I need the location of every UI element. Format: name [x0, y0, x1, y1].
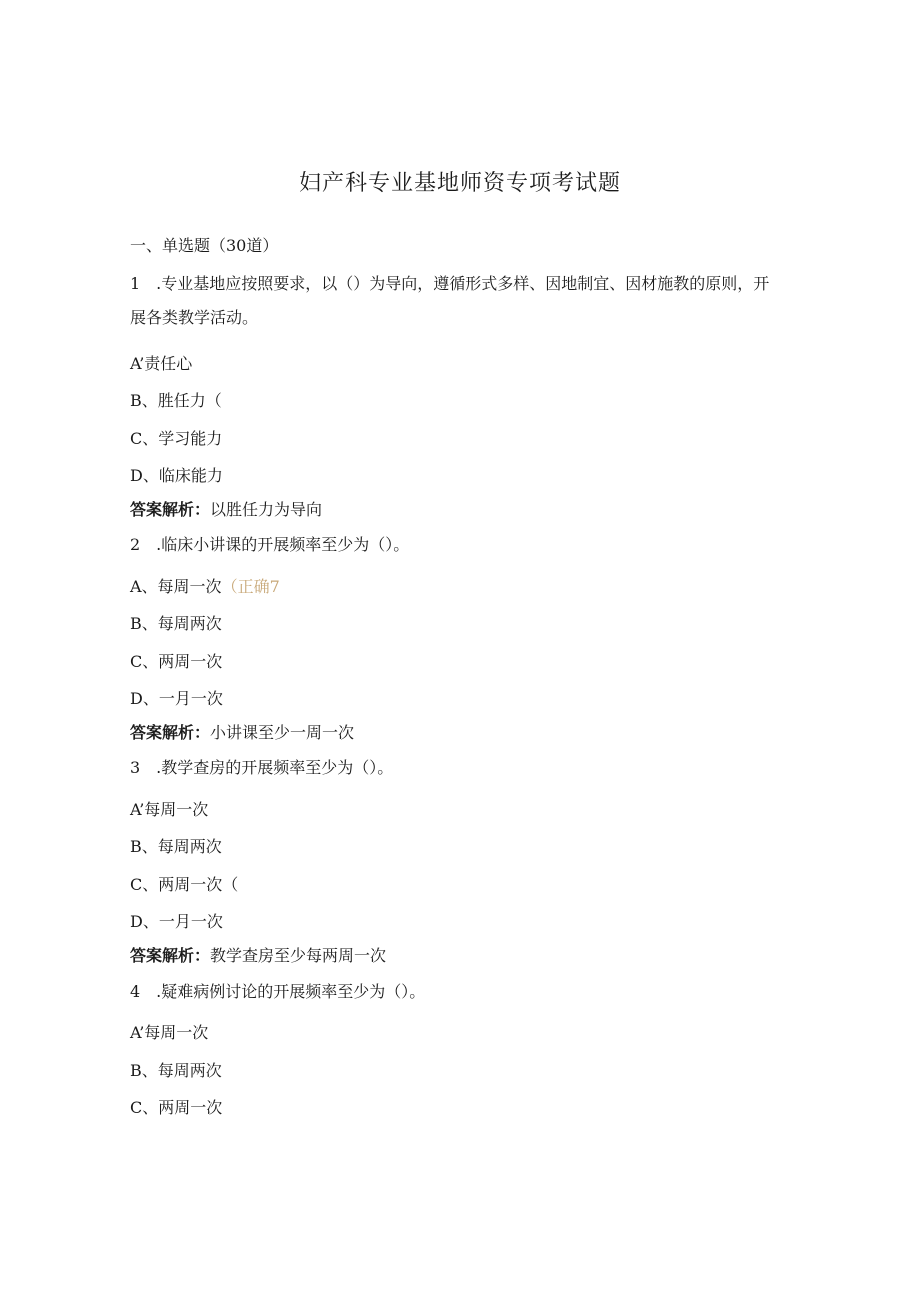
question-4-stem: 4 .疑难病例讨论的开展频率至少为（）。 [130, 982, 426, 1001]
q2-option-a [130, 577, 280, 597]
q3-answer-text: 教学查房至少每两周一次 [210, 946, 387, 965]
q3-option-b: B、每周两次 [130, 837, 222, 856]
q4-option-c: C、两周一次 [130, 1098, 223, 1117]
q1-answer-text: 以胜任力为导向 [210, 500, 323, 519]
q1-option-d: D、临床能力 [130, 466, 223, 485]
q1-option-a: A’责任心 [130, 354, 193, 373]
q3-option-a: A’每周一次 [130, 800, 209, 819]
question-2-stem: 2 .临床小讲课的开展频率至少为（）。 [130, 535, 410, 554]
q1-option-b: B、胜任力（ [130, 391, 222, 410]
answer-label: 答案解析： [130, 723, 211, 742]
q2-option-d: D、一月一次 [130, 689, 223, 708]
q1-option-c: C、学习能力 [130, 429, 223, 448]
q3-option-c: C、两周一次（ [130, 875, 239, 894]
document-title: 妇产科专业基地师资专项考试题 [298, 171, 621, 196]
q3-option-d: D、一月一次 [130, 912, 223, 931]
q2-answer [130, 723, 354, 743]
answer-label: 答案解析： [130, 500, 211, 519]
answer-label: 答案解析： [130, 946, 211, 965]
q4-option-b: B、每周两次 [130, 1061, 222, 1080]
question-1-stem: 1 .专业基地应按照要求，以（）为导向，遵循形式多样、因地制宜、因材施教的原则，开展各类教学活动。 [130, 274, 770, 327]
q3-answer [130, 946, 386, 966]
q1-answer [130, 500, 322, 520]
q2-option-c: C、两周一次 [130, 652, 223, 671]
question-3-stem: 3 .教学查房的开展频率至少为（）。 [130, 758, 394, 777]
q2-option-a-mark: （正确7 [221, 577, 280, 596]
q2-option-a-text: A、每周一次 [130, 577, 222, 596]
q4-option-a: A’每周一次 [130, 1023, 209, 1042]
section-header: 一、单选题（30道） [130, 236, 279, 255]
q2-option-b: B、每周两次 [130, 614, 222, 633]
q2-answer-text: 小讲课至少一周一次 [210, 723, 355, 742]
